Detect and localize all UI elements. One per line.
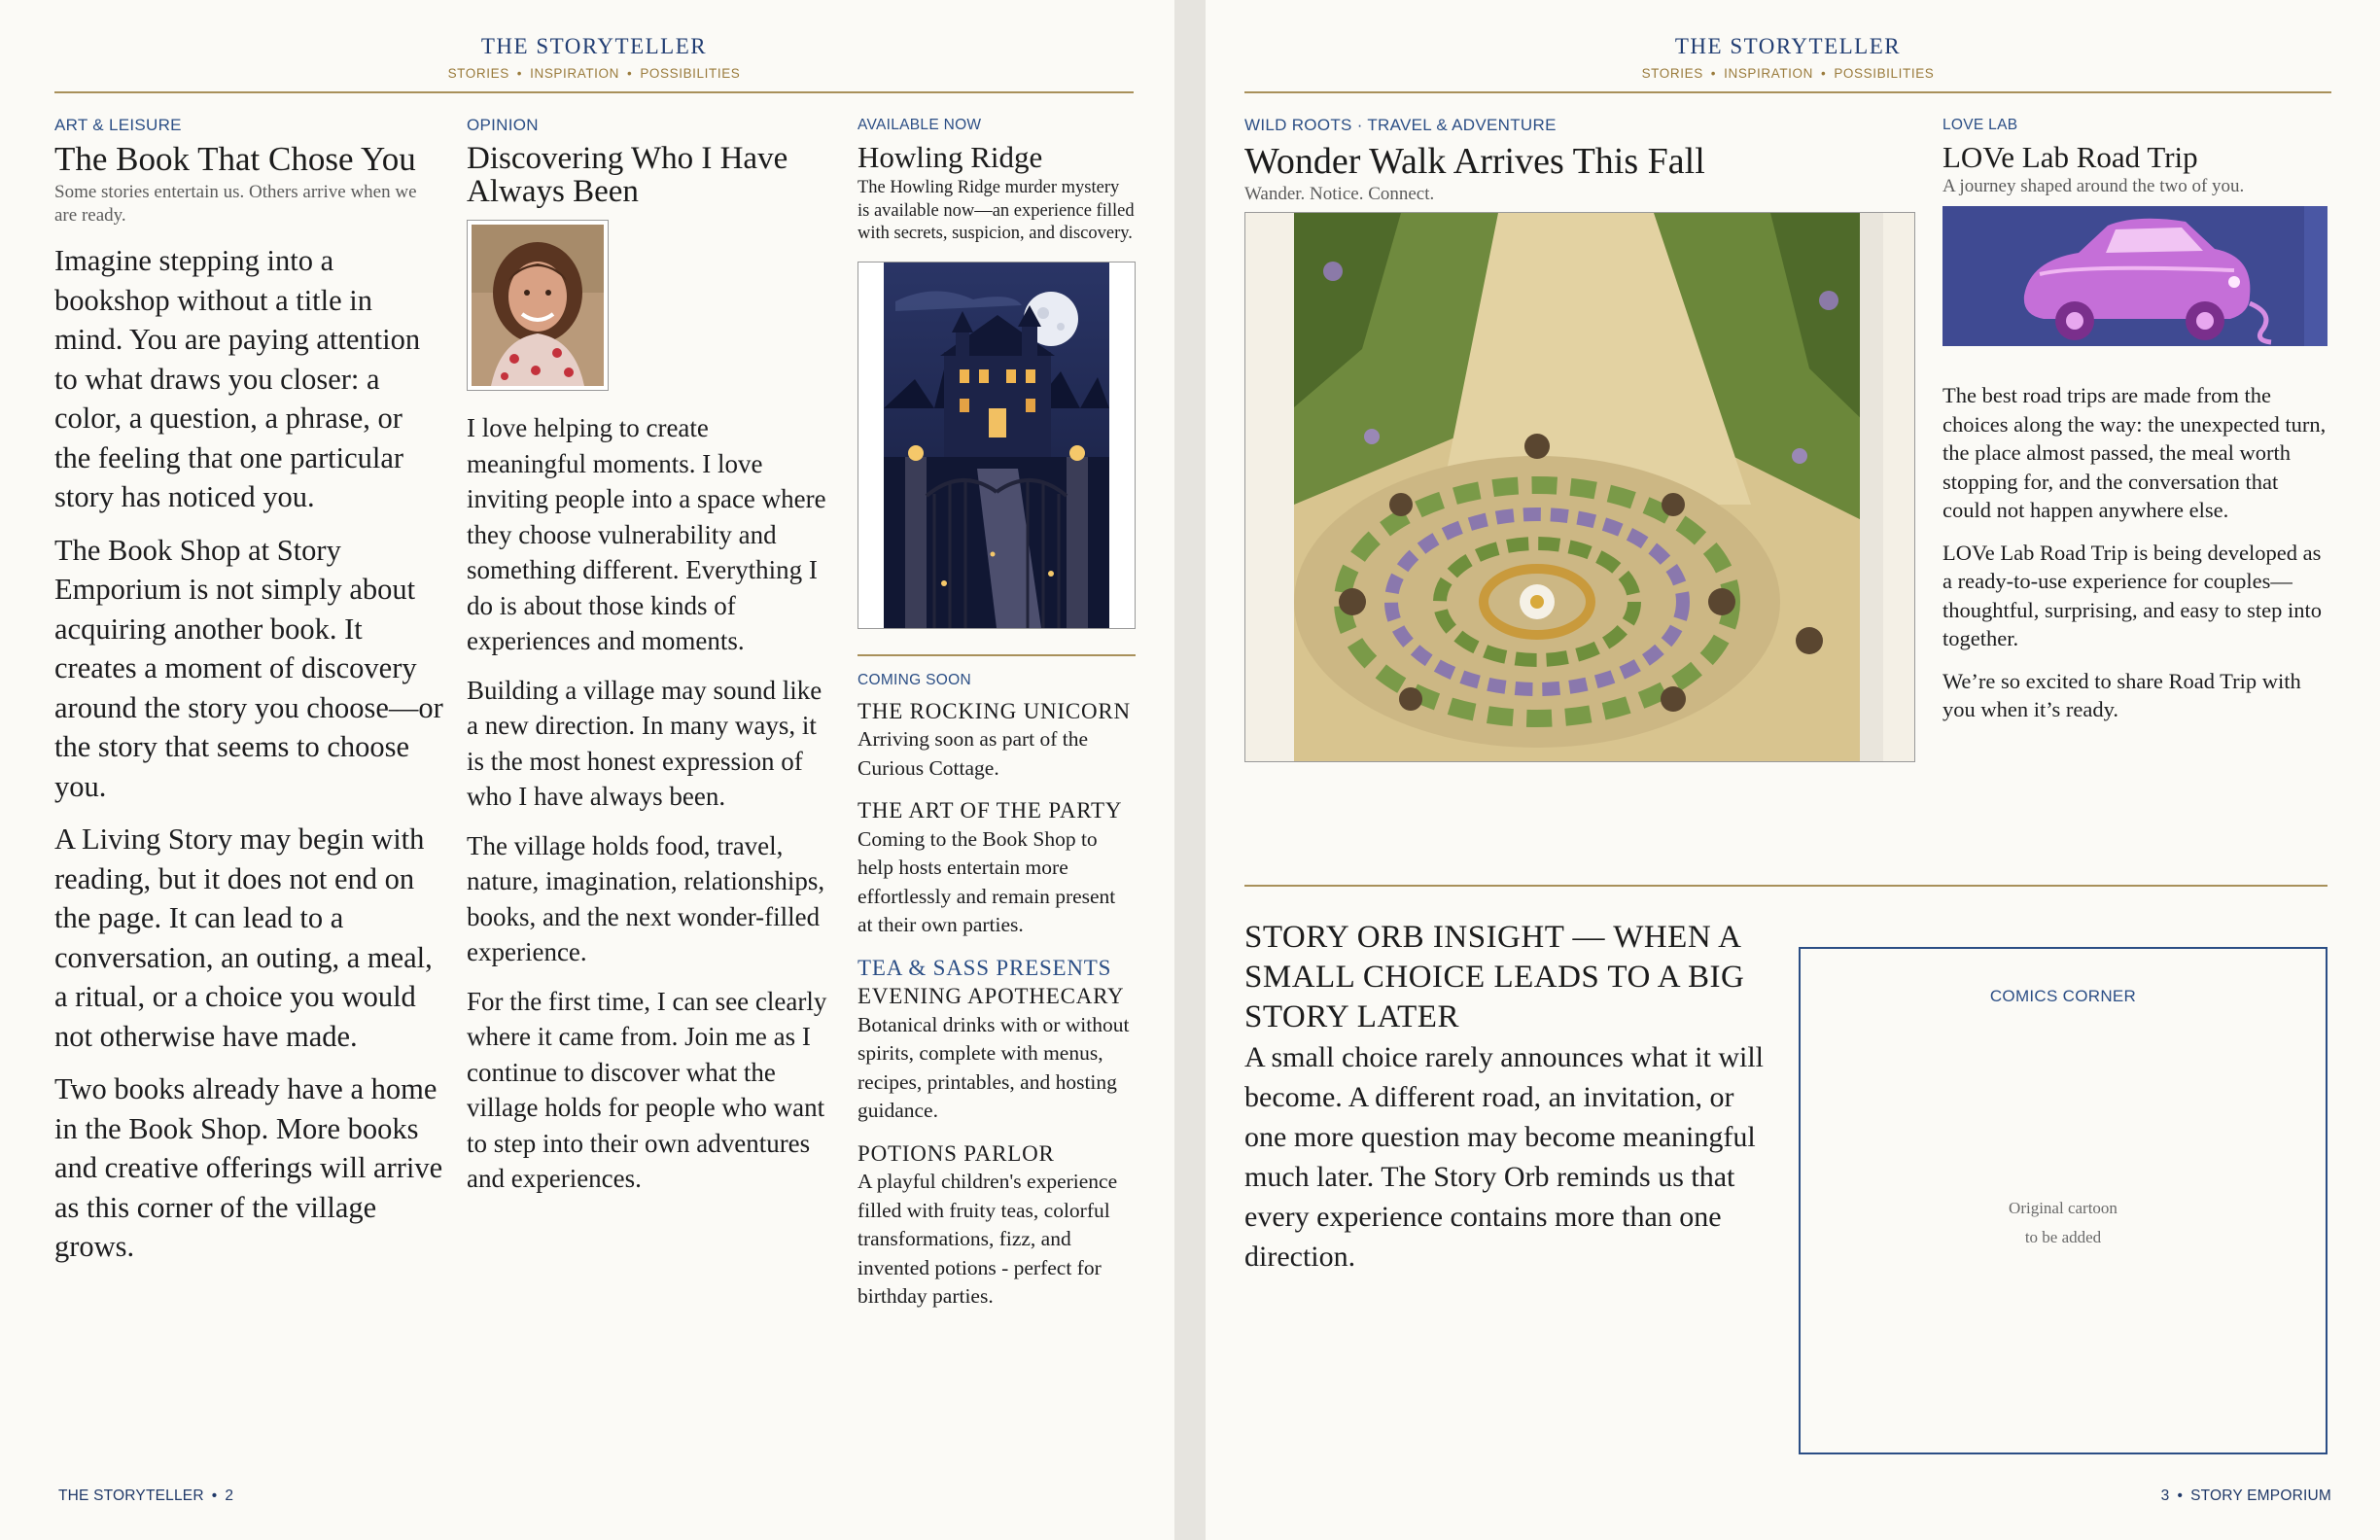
article-paragraph: The best road trips are made from the choices along the way: the unexpected turn, the place almost passed, the meal worth stopping for, and the conversation that could not happen anywhere else. (1942, 383, 2327, 522)
left-page (0, 0, 1174, 1540)
nature-mandala-path-illustration (1245, 213, 1914, 761)
section-divider (1244, 885, 2328, 887)
footer-publication: STORY EMPORIUM (2190, 1488, 2331, 1504)
masthead-tagline: STORIES • INSPIRATION • POSSIBILITIES (447, 66, 741, 81)
portrait-photo (472, 225, 604, 386)
article-story-orb (1244, 918, 1769, 1290)
article-dek: Some stories entertain us. Others arrive when we are ready. (54, 182, 417, 226)
wonder-walk-image (1244, 212, 1915, 762)
sidebar-available-coming (858, 115, 1136, 1325)
item-presenter: TEA & SASS PRESENTS (858, 955, 1112, 980)
placeholder-line: to be added (2024, 1228, 2102, 1246)
section-kicker: OPINION (467, 116, 539, 134)
masthead-title: THE STORYTELLER (1674, 34, 1902, 58)
tagline-possibilities: POSSIBILITIES (1834, 66, 1935, 81)
tagline-inspiration: INSPIRATION (530, 66, 619, 81)
article-paragraph: LOVe Lab Road Trip is being developed as a ready-to-use experience for couples—thoughtful, surprising, and easy to step into together. (1942, 540, 2322, 650)
article-paragraph: We’re so excited to share Road Trip with you when it’s ready. (1942, 668, 2301, 721)
howling-ridge-cover (858, 262, 1136, 629)
article-love-lab (1942, 115, 2328, 738)
tagline-stories: STORIES (447, 66, 509, 81)
coming-soon-item (858, 697, 1136, 784)
article-wonder-walk (1244, 115, 1915, 762)
article-opinion (467, 115, 834, 1210)
right-page (1206, 0, 2380, 1540)
tagline-inspiration: INSPIRATION (1724, 66, 1813, 81)
footer-publication: THE STORYTELLER (58, 1488, 204, 1504)
item-title: THE ROCKING UNICORN (858, 698, 1131, 723)
tagline-stories: STORIES (1641, 66, 1703, 81)
item-text: Botanical drinks with or without spirits, complete with menus, recipes, printables, and hosting guidance. (858, 1012, 1130, 1122)
coming-soon-item (858, 796, 1136, 940)
masthead (1244, 29, 2331, 93)
article-paragraph: The Book Shop at Story Emporium is not simply about acquiring another book. It creates a moment of discovery around the story you choose—or the story that seems to choose you. (54, 533, 443, 803)
article-paragraph: A Living Story may begin with reading, but it does not end on the page. It can lead to a conversation, an outing, a meal, a ritual, or a choice you would not otherwise have made. (54, 822, 433, 1053)
masthead (54, 29, 1134, 93)
article-paragraph: I love helping to create meaningful moments. I love inviting people into a space where they choose vulnerability and something different. Everything I do is about those kinds of experiences and moments. (467, 413, 826, 655)
road-trip-image (1942, 206, 2328, 346)
item-text: Arriving soon as part of the Curious Cottage. (858, 727, 1089, 780)
item-title: POTIONS PARLOR (858, 1140, 1055, 1166)
article-paragraph: Imagine stepping into a bookshop without a title in mind. You are paying attention to what draws you closer: a color, a question, a phrase, or the feeling that one particular story has noticed you. (54, 244, 421, 513)
item-text: A playful children's experience filled with fruity teas, colorful transformations, fizz, and invented potions - perfect for birthday parties. (858, 1170, 1118, 1308)
section-kicker: ART & LEISURE (54, 116, 182, 134)
article-dek: A journey shaped around the two of you. (1942, 176, 2245, 196)
section-kicker: COMICS CORNER (1989, 987, 2137, 1005)
coming-soon-item (858, 954, 1136, 1126)
article-paragraph: A small choice rarely announces what it will become. A different road, an invitation, or one more question may become meaningful much later. The Story Orb reminds us that every experience contains more than one direction. (1244, 1041, 1765, 1273)
article-headline: STORY ORB INSIGHT — WHEN A SMALL CHOICE LEADS TO A BIG STORY LATER (1244, 920, 1745, 1034)
article-book-that-chose-you (54, 115, 443, 1280)
article-headline: Discovering Who I Have Always Been (467, 141, 788, 209)
author-portrait (467, 220, 609, 391)
item-title: THE ART OF THE PARTY (858, 798, 1123, 822)
article-paragraph: The village holds food, travel, nature, imagination, relationships, books, and the next wonder-filled experience. (467, 830, 825, 966)
placeholder-line: Original cartoon (2009, 1199, 2118, 1217)
masthead-title: THE STORYTELLER (480, 34, 708, 58)
item-text: Coming to the Book Shop to help hosts entertain more effortlessly and remain present at their own parties. (858, 826, 1116, 936)
article-dek: Wander. Notice. Connect. (1244, 184, 1435, 204)
tagline-possibilities: POSSIBILITIES (640, 66, 741, 81)
item-title: EVENING APOTHECARY (858, 984, 1125, 1008)
section-kicker: WILD ROOTS · TRAVEL & ADVENTURE (1244, 116, 1557, 134)
article-paragraph: Building a village may sound like a new direction. In many ways, it is the most honest expression of who I have always been. (467, 675, 822, 811)
footer-page-number: 2 (225, 1488, 234, 1504)
article-headline: Wonder Walk Arrives This Fall (1244, 141, 1705, 182)
comics-corner-box (1799, 947, 2328, 1454)
article-headline: Howling Ridge (858, 140, 1043, 174)
pink-car-illustration (1942, 206, 2328, 346)
article-headline: LOVe Lab Road Trip (1942, 140, 2198, 174)
section-kicker: COMING SOON (858, 671, 971, 688)
article-headline: The Book That Chose You (54, 140, 416, 178)
page-footer: 3 • STORY EMPORIUM (2160, 1488, 2331, 1504)
article-paragraph: For the first time, I can see clearly where it came from. Join me as I continue to discover what the village holds for people who want to step into their own adventures and experiences. (467, 986, 827, 1193)
section-kicker: AVAILABLE NOW (858, 117, 982, 133)
article-intro: The Howling Ridge murder mystery is available now—an experience filled with secrets, suspicion, and discovery. (858, 178, 1135, 243)
masthead-tagline: STORIES • INSPIRATION • POSSIBILITIES (1641, 66, 1935, 81)
coming-soon-item (858, 1139, 1136, 1312)
haunted-mansion-illustration (876, 262, 1117, 628)
cartoon-placeholder (1801, 1194, 2326, 1252)
article-paragraph: Two books already have a home in the Book Shop. More books and creative offerings will arrive as this corner of the village grows. (54, 1072, 443, 1263)
page-footer: THE STORYTELLER • 2 (58, 1488, 234, 1504)
footer-page-number: 3 (2160, 1488, 2170, 1504)
page-gutter (1174, 0, 1206, 1540)
section-kicker: LOVE LAB (1942, 117, 2018, 133)
